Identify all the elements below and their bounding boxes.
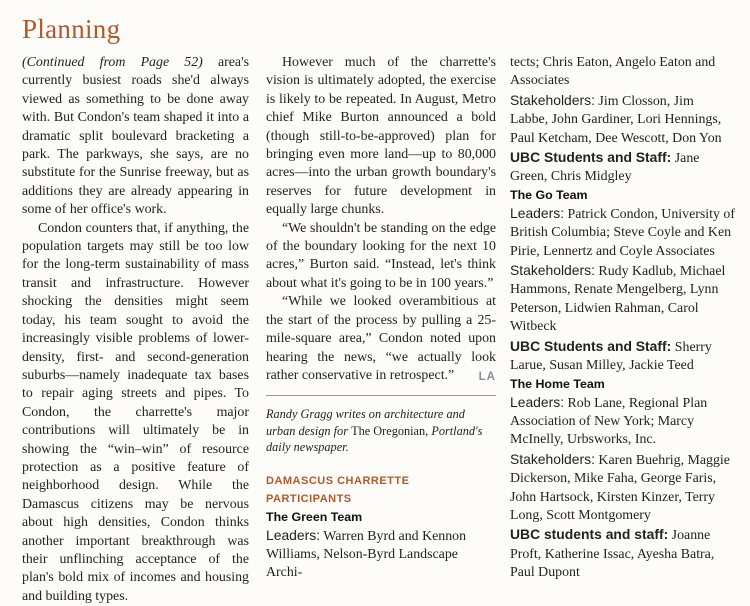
author-sign: LA bbox=[478, 370, 496, 383]
credit-text: Randy Gragg writes on architecture and urban design for bbox=[266, 407, 465, 438]
entry-text: Jim Closson, Jim Labbe, John Gardiner, Lori Hennings, Paul Ketcham, Dee Wescott, Don Yon bbox=[510, 93, 722, 146]
entry-text: Sherry Larue, Susan Milley, Jackie Teed bbox=[510, 339, 712, 374]
column-1 bbox=[22, 54, 249, 606]
column-3 bbox=[510, 54, 735, 583]
entry-label-text: UBC Students and Staff: bbox=[510, 149, 672, 166]
entry-label: Stakeholders: bbox=[510, 262, 595, 279]
paragraph-text: area's currently busiest roads she'd always viewed as something to be done away with. But Condon's team shaped it into a dramatic split boulevard bracketing a park. The parkways, she says, are no substitute for the Sunrise freeway, but as additions they are already appearing in some of her office's work. bbox=[22, 55, 249, 218]
go-team-leaders bbox=[510, 204, 735, 261]
go-team-stakeholders bbox=[510, 261, 735, 337]
entry-label: Stakeholders: bbox=[510, 450, 595, 467]
green-team-leaders bbox=[266, 526, 496, 583]
home-team-stakeholders bbox=[510, 450, 735, 526]
green-team-leaders-cont: tects; Chris Eaton, Angelo Eaton and Associates bbox=[510, 55, 716, 89]
entry-text: Rob Lane, Regional Plan Association of New York; Marcy McInelly, Urbsworks, Inc. bbox=[510, 395, 708, 448]
entry-text: Jane Green, Chris Midgley bbox=[510, 151, 700, 185]
green-team-students bbox=[510, 148, 735, 187]
team-heading-green: The Green Team bbox=[266, 509, 363, 524]
paragraph bbox=[266, 293, 496, 385]
paragraph bbox=[22, 54, 249, 220]
green-team-stakeholders bbox=[510, 91, 735, 148]
entry-label-text: UBC Students and Staff: bbox=[510, 337, 672, 354]
entry-text: Warren Byrd and Kennon Williams, Nelson-Byrd Landscape Archi- bbox=[266, 528, 467, 581]
paragraph: Condon counters that, if anything, the population targets may still be too low for the long-term sustainability of mass transit and infrastructure. However shocking the densities might seem today, his team sought to avoid the increasingly visible problems of lower-density, first- and second-generation suburbs—namely inadequate tax bases to repair aging streets and pipes. To Condon, the charrette's major contributions will ultimately be in showing the “win–win” of resource protection as a positive feature of neighborhood design. While the Damascus citizens may be nervous about high densities, Condon thinks another important breakthrough was their unflinching acceptance of the plan's bold mix of incomes and housing and building types. bbox=[22, 220, 249, 604]
home-team-students bbox=[510, 525, 735, 582]
entry-label bbox=[510, 526, 668, 542]
section-heading: DAMASCUS CHARRETTE PARTICIPANTS bbox=[266, 474, 410, 506]
column-2 bbox=[266, 54, 496, 583]
paragraph: However much of the charrette's vision is ultimately adopted, the exercise is likely to be repeated. In August, Metro chief Mike Burton announced a bold (though still-to-be-approved) plan for bringing even more land—up to 80,000 acres—into the urban growth boundary's reserves for future development in equally large chunks. bbox=[266, 55, 496, 218]
credit-text: Portland's daily newspaper. bbox=[266, 423, 483, 455]
entry-label: Leaders: bbox=[510, 204, 565, 221]
paragraph-text: “While we looked overambitious at the start of the process by pulling a 25-mile-square area,” Condon noted upon hearing the news, “we actually look rather conservative in retrospect.” bbox=[266, 294, 496, 383]
credit-text: , bbox=[425, 423, 432, 438]
entry-text: Joanne Proft, Katherine Issac, Ayesha Batra, Paul Dupont bbox=[510, 528, 715, 581]
entry-label: Leaders: bbox=[510, 393, 565, 410]
home-team-leaders bbox=[510, 393, 735, 450]
entry-label: Leaders: bbox=[266, 526, 321, 543]
paragraph: “We shouldn't be standing on the edge of the boundary looking for the next 10 acres,” Burton said. “Instead, let's think about what it's going to be in 100 years.” bbox=[266, 220, 496, 291]
entry-text: Rudy Kadlub, Michael Hammons, Renate Mengelberg, Lynn Peterson, Lidwien Rahman, Carol Witbeck bbox=[510, 264, 726, 335]
publication-name: The Oregonian bbox=[351, 423, 426, 438]
divider bbox=[266, 395, 496, 396]
author-credit bbox=[266, 406, 496, 456]
entry-text: Patrick Condon, University of British Columbia; Steve Coyle and Ken Pirie, Lennertz and Coyle Associates bbox=[510, 206, 735, 259]
go-team-students bbox=[510, 337, 735, 376]
entry-label bbox=[510, 149, 671, 165]
team-heading-go: The Go Team bbox=[510, 187, 588, 202]
entry-label-text: UBC students and staff: bbox=[510, 526, 669, 543]
entry-text: Karen Buehrig, Maggie Dickerson, Mike Faha, George Faris, John Hartsock, Kirsten Kinzer, Terry Long, Scott Montgomery bbox=[510, 452, 730, 523]
page-title: Planning bbox=[22, 14, 121, 44]
entry-label: Stakeholders: bbox=[510, 91, 595, 108]
continued-note: (Continued from Page 52) bbox=[22, 55, 203, 70]
team-heading-home: The Home Team bbox=[510, 376, 605, 391]
entry-label bbox=[510, 338, 671, 354]
